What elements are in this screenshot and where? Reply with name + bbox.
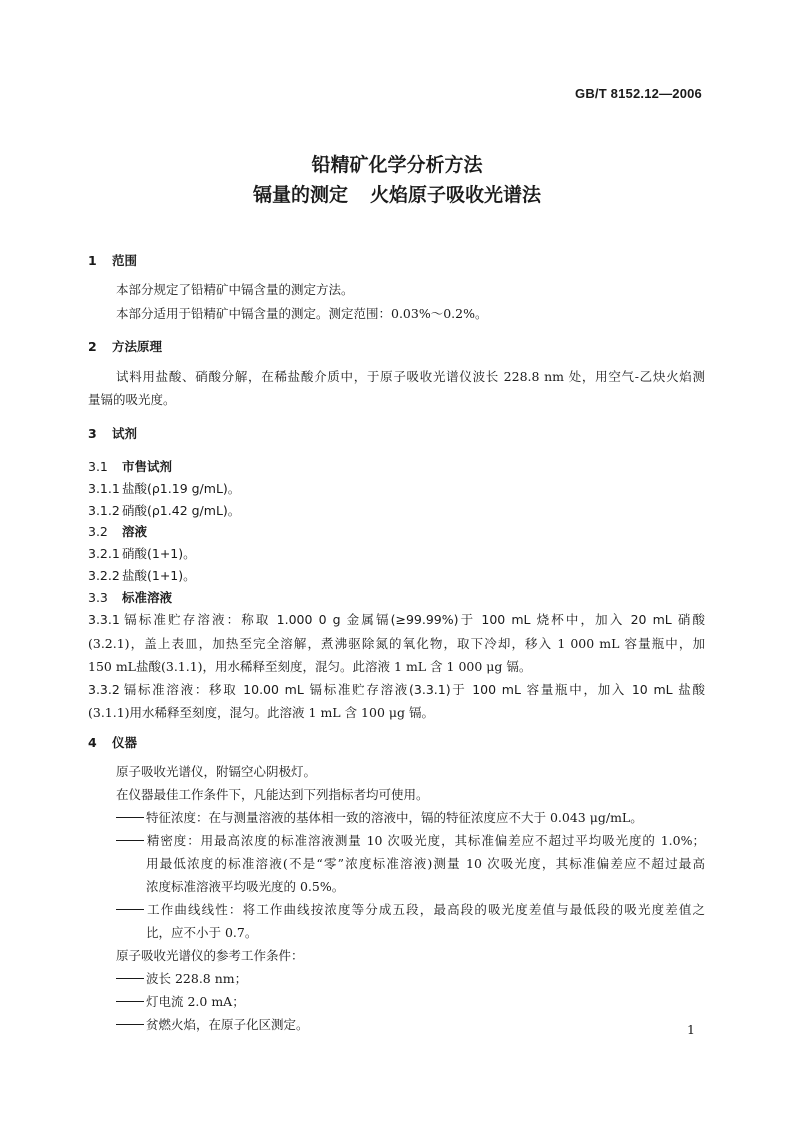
subsection-3-1-heading	[88, 457, 172, 475]
subsection-3-3-heading	[88, 588, 172, 606]
paragraph: 原子吸收光谱仪的参考工作条件：	[116, 948, 304, 963]
dash-item	[116, 808, 643, 826]
em-dash-mark	[116, 909, 144, 911]
em-dash-mark	[116, 1024, 144, 1026]
clause-text: 盐酸(1+1)。	[122, 568, 196, 583]
dash-item-text: 精密度：用最高浓度的标准溶液测量 10 次吸光度，其标准偏差应不超过平均吸光度的 1.0%；	[146, 833, 705, 848]
title-part-b: 火焰原子吸收光谱法	[370, 184, 542, 206]
clause-3-1-2	[88, 501, 240, 519]
document-title-line2	[0, 180, 794, 207]
dash-item-continuation: 用最低浓度的标准溶液(不是“零”浓度标准溶液)测量 10 次吸光度，其标准偏差应不超过最高	[146, 856, 705, 871]
dash-item-text: 贫燃火焰，在原子化区测定。	[146, 1017, 309, 1032]
clause-3-3-1	[88, 610, 705, 628]
clause-number: 3.1.1	[88, 481, 120, 496]
em-dash-mark	[116, 978, 144, 980]
section-number: 1	[88, 253, 97, 268]
clause-number: 3.3.1	[88, 612, 120, 627]
clause-number: 3.1.2	[88, 503, 120, 518]
section-number: 2	[88, 339, 97, 354]
em-dash-mark	[116, 817, 144, 819]
dash-item	[116, 992, 245, 1010]
dash-item-continuation: 浓度标准溶液平均吸光度的 0.5%。	[146, 879, 345, 894]
subsection-title: 溶液	[122, 524, 148, 539]
clause-3-2-1	[88, 544, 196, 562]
section-4-heading	[88, 733, 137, 751]
dash-item-text: 波长 228.8 nm；	[146, 971, 248, 986]
section-title: 仪器	[112, 735, 138, 750]
dash-item	[116, 1015, 309, 1033]
subsection-number: 3.2	[88, 524, 108, 539]
clause-3-1-1	[88, 479, 240, 497]
section-3-heading	[88, 424, 137, 442]
section-1-heading	[88, 251, 137, 269]
clause-text: 硝酸(1+1)。	[122, 546, 196, 561]
dash-item-continuation: 比，应不小于 0.7。	[146, 925, 258, 940]
clause-text: 硝酸(ρ1.42 g/mL)。	[122, 503, 241, 518]
clause-3-2-2	[88, 566, 196, 584]
dash-item	[116, 831, 705, 849]
document-title-line1: 铅精矿化学分析方法	[311, 154, 483, 176]
dash-item	[116, 900, 705, 918]
section-title: 范围	[112, 253, 138, 268]
subsection-title: 市售试剂	[122, 459, 173, 474]
section-2-heading	[88, 337, 162, 355]
clause-number: 3.2.2	[88, 568, 120, 583]
paragraph: 原子吸收光谱仪，附镉空心阴极灯。	[116, 764, 317, 779]
clause-number: 3.2.1	[88, 546, 120, 561]
clause-text: 镉标准贮存溶液：称取 1.000 0 g 金属镉(≥99.99%)于 100 mL 烧杯中，加入 20 mL 硝酸	[122, 612, 705, 627]
subsection-number: 3.1	[88, 459, 108, 474]
subsection-number: 3.3	[88, 590, 108, 605]
paragraph-line: 量镉的吸光度。	[88, 392, 176, 407]
section-number: 4	[88, 735, 97, 750]
subsection-title: 标准溶液	[122, 590, 173, 605]
clause-line: 150 mL盐酸(3.1.1)，用水稀释至刻度，混匀。此溶液 1 mL 含 1 000 μg 镉。	[88, 659, 532, 674]
section-title: 试剂	[112, 426, 138, 441]
clause-text: 镉标准溶液：移取 10.00 mL 镉标准贮存溶液(3.3.1)于 100 mL 容量瓶中，加入 10 mL 盐酸	[122, 682, 705, 697]
subsection-3-2-heading	[88, 522, 147, 540]
paragraph: 本部分规定了铅精矿中镉含量的测定方法。	[116, 282, 354, 297]
section-number: 3	[88, 426, 97, 441]
em-dash-mark	[116, 840, 144, 842]
title-part-a: 镉量的测定	[252, 184, 348, 206]
dash-item-text: 特征浓度：在与测量溶液的基体相一致的溶液中，镉的特征浓度应不大于 0.043 μg/mL。	[146, 810, 643, 825]
dash-item	[116, 969, 247, 987]
clause-line: (3.1.1)用水稀释至刻度，混匀。此溶液 1 mL 含 100 μg 镉。	[88, 705, 434, 720]
paragraph-line: 试料用盐酸、硝酸分解，在稀盐酸介质中，于原子吸收光谱仪波长 228.8 nm 处，用空气-乙炔火焰测	[116, 369, 705, 384]
standard-number: GB/T 8152.12—2006	[575, 86, 702, 101]
clause-text: 盐酸(ρ1.19 g/mL)。	[122, 481, 241, 496]
em-dash-mark	[116, 1001, 144, 1003]
clause-3-3-2	[88, 680, 705, 698]
page-number: 1	[687, 1022, 695, 1037]
clause-line: (3.2.1)，盖上表皿，加热至完全溶解，煮沸驱除氮的氧化物，取下冷却，移入 1 000 mL 容量瓶中，加	[88, 636, 705, 651]
section-title: 方法原理	[112, 339, 163, 354]
paragraph: 本部分适用于铅精矿中镉含量的测定。测定范围：0.03%～0.2%。	[116, 306, 488, 321]
dash-item-text: 工作曲线线性：将工作曲线按浓度等分成五段，最高段的吸光度差值与最低段的吸光度差值之	[146, 902, 705, 917]
clause-number: 3.3.2	[88, 682, 120, 697]
paragraph: 在仪器最佳工作条件下，凡能达到下列指标者均可使用。	[116, 787, 429, 802]
dash-item-text: 灯电流 2.0 mA；	[146, 994, 245, 1009]
